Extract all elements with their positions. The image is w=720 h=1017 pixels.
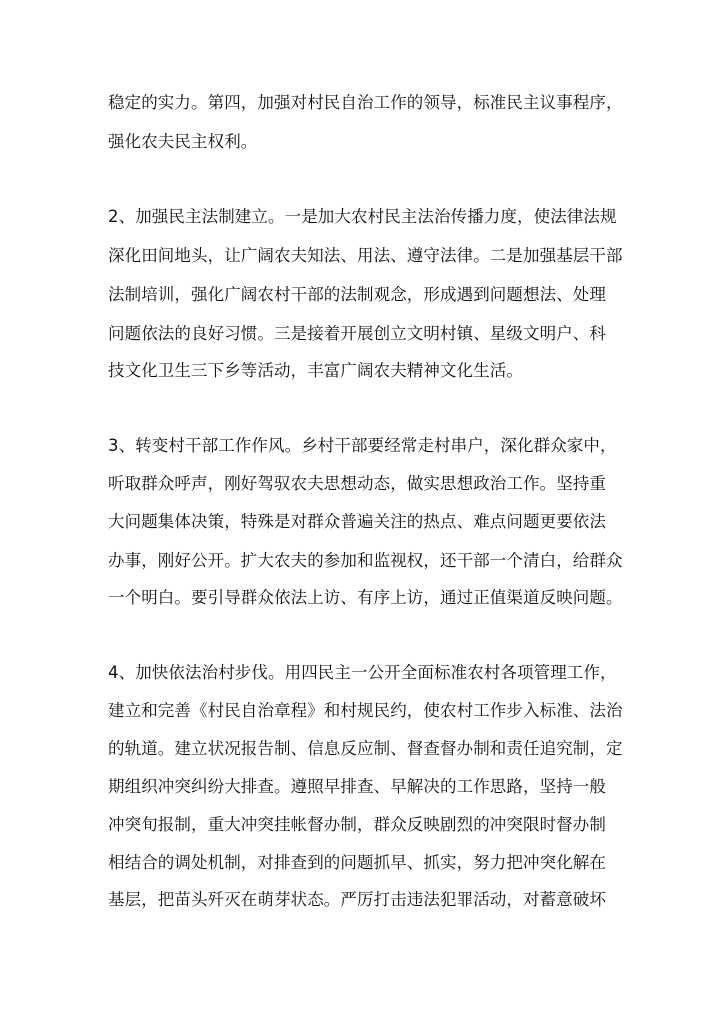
- text-line: 基层，把苗头歼灭在萌芽状态。严厉打击违法犯罪活动，对蓄意破坏: [108, 890, 606, 909]
- text-line: 建立和完善《村民自治章程》和村规民约，使农村工作步入标准、法治: [108, 701, 623, 720]
- text-line: 技文化卫生三下乡等活动，丰富广阔农夫精神文化生活。: [108, 361, 523, 380]
- text-line: 相结合的调处机制，对排查到的问题抓早、抓实，努力把冲突化解在: [108, 853, 606, 872]
- text-line: 的轨道。建立状况报告制、信息反应制、督查督办制和责任追究制，定: [108, 739, 623, 758]
- text-line: 4、加快依法治村步伐。用四民主一公开全面标准农村各项管理工作，: [108, 663, 617, 682]
- text-line: 期组织冲突纠纷大排查。遵照早排查、早解决的工作思路，坚持一般: [108, 777, 606, 796]
- text-line: 法制培训，强化广阔农村干部的法制观念，形成遇到问题想法、处理: [108, 285, 606, 304]
- text-line: 冲突旬报制，重大冲突挂帐督办制，群众反映剧烈的冲突限时督办制: [108, 815, 606, 834]
- text-line: 听取群众呼声，刚好驾驭农夫思想动态，做实思想政治工作。坚持重: [108, 474, 606, 493]
- text-line: 稳定的实力。第四，加强对村民自治工作的领导，标准民主议事程序，: [108, 93, 623, 112]
- text-line: 深化田间地头，让广阔农夫知法、用法、遵守法律。二是加强基层干部: [108, 246, 623, 265]
- text-line: 问题依法的良好习惯。三是接着开展创立文明村镇、星级文明户、科: [108, 324, 606, 343]
- text-line: 强化农夫民主权利。: [108, 132, 258, 151]
- text-line: 2、加强民主法制建立。一是加大农村民主法治传播力度，使法律法规: [108, 207, 617, 226]
- text-line: 3、转变村干部工作作风。乡村干部要经常走村串户，深化群众家中，: [108, 436, 617, 455]
- text-line: 一个明白。要引导群众依法上访、有序上访，通过正值渠道反映问题。: [108, 588, 623, 607]
- text-line: 大问题集体决策，特殊是对群众普遍关注的热点、难点问题更要依法: [108, 512, 606, 531]
- text-line: 办事，刚好公开。扩大农夫的参加和监视权，还干部一个清白，给群众: [108, 551, 623, 570]
